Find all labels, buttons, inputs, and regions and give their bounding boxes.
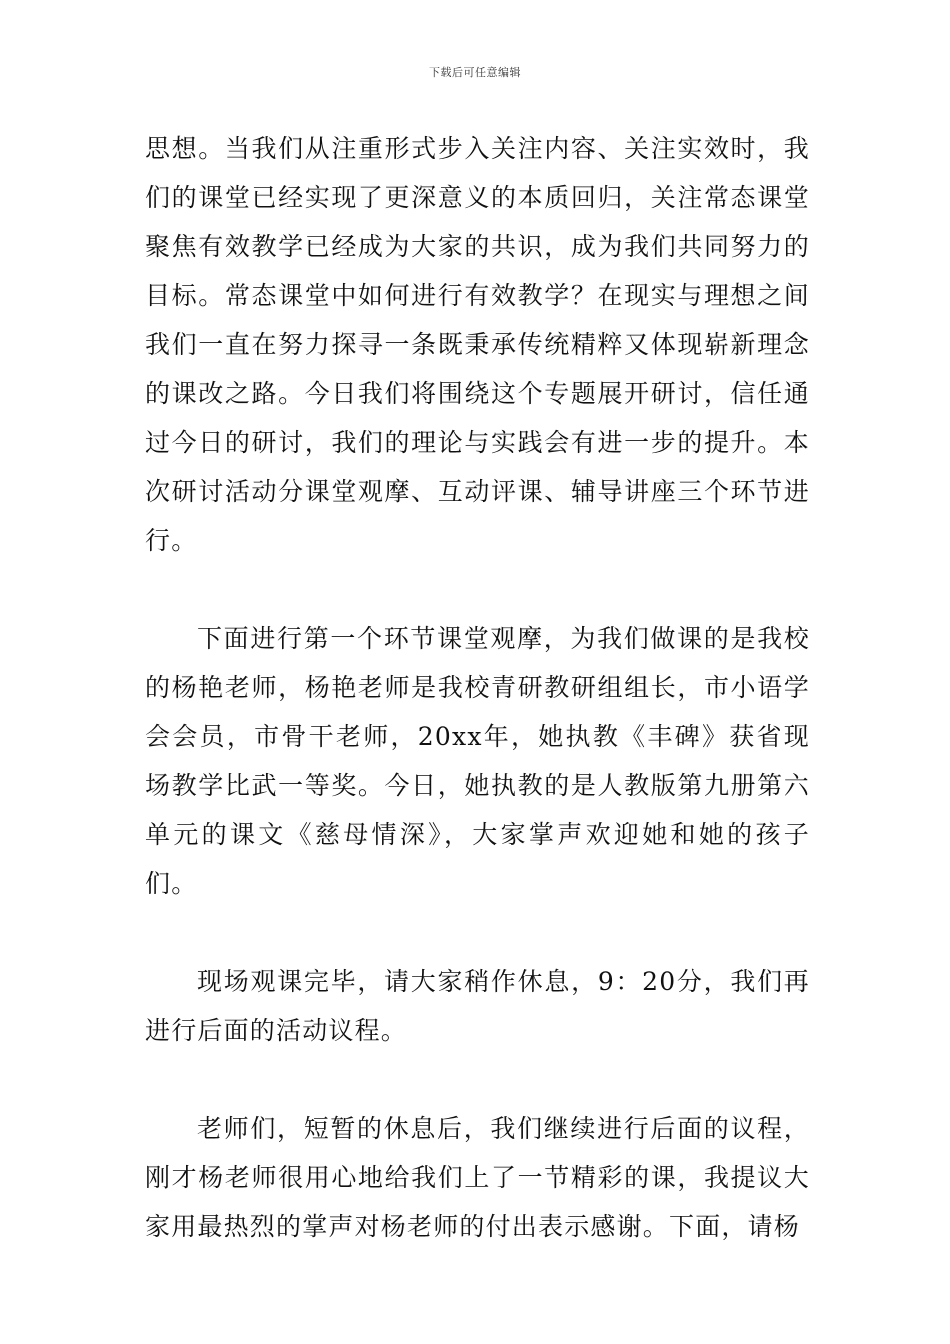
- paragraph-2: 下面进行第一个环节课堂观摩，为我们做课的是我校的杨艳老师，杨艳老师是我校青研教研组组长，市小语学会会员，市骨干老师，20xx年，她执教《丰碑》获省现场教学比武一等奖。今日，她执教的是人教版第九册第六单元的课文《慈母情深》，大家掌声欢迎她和她的孩子们。: [145, 624, 810, 898]
- paragraph-1: 思想。当我们从注重形式步入关注内容、关注实效时，我们的课堂已经实现了更深意义的本质回归，关注常态课堂聚焦有效教学已经成为大家的共识，成为我们共同努力的目标。常态课堂中如何进行有效教学？在现实与理想之间我们一直在努力探寻一条既秉承传统精粹又体现崭新理念的课改之路。今日我们将围绕这个专题展开研讨，信任通过今日的研讨，我们的理论与实践会有进一步的提升。本次研讨活动分课堂观摩、互动评课、辅导讲座三个环节进行。: [145, 134, 810, 555]
- paragraph-4: 老师们，短暂的休息后，我们继续进行后面的议程，刚才杨老师很用心地给我们上了一节精彩的课，我提议大家用最热烈的掌声对杨老师的付出表示感谢。下面，请杨: [145, 1114, 810, 1241]
- document-body: [145, 124, 810, 1251]
- page-header: 下载后可任意编辑: [429, 66, 521, 79]
- paragraph-3: 现场观课完毕，请大家稍作休息，9：20分，我们再进行后面的活动议程。: [145, 967, 810, 1045]
